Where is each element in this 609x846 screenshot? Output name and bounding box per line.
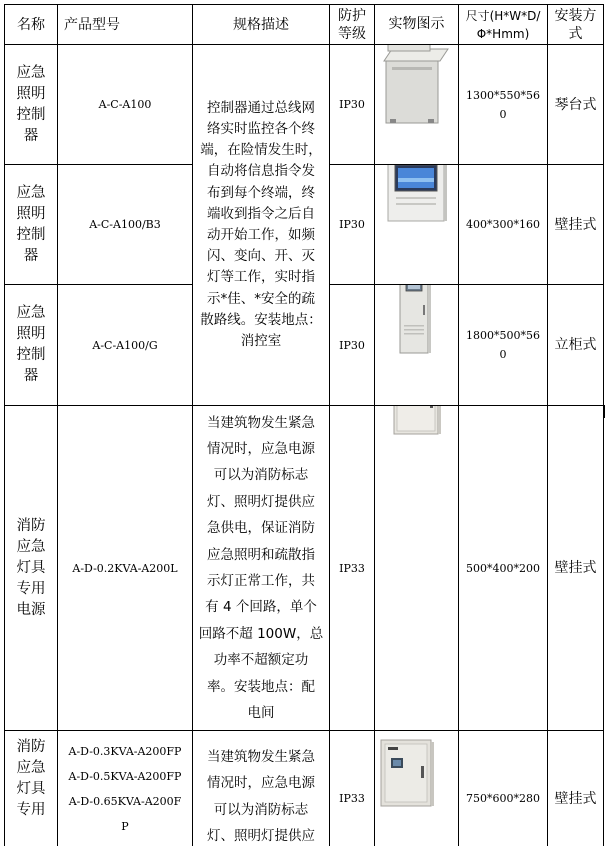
table-header-row bbox=[5, 5, 604, 45]
product-model-cell: A-C-A100 bbox=[58, 45, 193, 165]
name-line: 专用 bbox=[16, 580, 46, 597]
description-line: 自动将信息指令发 bbox=[207, 163, 315, 180]
description-line: 络实时监控各个终 bbox=[207, 120, 315, 137]
description-line: 情况时，应急电源 bbox=[207, 775, 315, 792]
dimension-line: 500*400*200 bbox=[466, 561, 540, 575]
description-line: 电间 bbox=[247, 705, 275, 722]
header-name: 名称 bbox=[5, 5, 58, 45]
ip-rating-cell: IP30 bbox=[330, 45, 375, 165]
description-line: 布到每个终端，终 bbox=[207, 184, 315, 201]
header-ip-line1: 防护 bbox=[338, 7, 366, 24]
power-box-large-icon bbox=[379, 738, 435, 808]
product-name-cell bbox=[5, 165, 58, 285]
name-line: 控制 bbox=[16, 347, 46, 363]
name-line: 应急 bbox=[16, 305, 46, 321]
mount-type-cell: 琴台式 bbox=[548, 45, 604, 165]
header-ip bbox=[330, 5, 375, 45]
product-photo-cell bbox=[375, 285, 459, 406]
name-line: 消防 bbox=[16, 517, 46, 534]
dimension-line: 750*600*280 bbox=[466, 792, 540, 805]
ip-rating-cell: IP30 bbox=[330, 165, 375, 285]
product-name-cell bbox=[5, 45, 58, 165]
description-line: 灯、照明灯提供应 bbox=[207, 827, 315, 844]
product-name-cell bbox=[5, 731, 58, 846]
mount-type-cell: 壁挂式 bbox=[548, 406, 604, 731]
description-line: 动开始工作，如频 bbox=[207, 227, 315, 243]
ip-rating-cell: IP30 bbox=[330, 285, 375, 406]
controller-description bbox=[193, 98, 329, 352]
name-line: 器 bbox=[23, 368, 39, 384]
product-name-cell bbox=[5, 285, 58, 406]
dimension-line: 1300*550*56 bbox=[466, 88, 540, 102]
name-line: 照明 bbox=[16, 85, 46, 102]
edge-marker bbox=[603, 405, 605, 418]
name-line: 照明 bbox=[16, 326, 46, 342]
description-line: 消控室 bbox=[240, 333, 282, 350]
header-size bbox=[459, 5, 548, 45]
dimension-line: 0 bbox=[499, 348, 507, 361]
product-model-cell bbox=[58, 731, 193, 846]
ip-rating-cell: IP33 bbox=[330, 731, 375, 846]
description-line: 有 4 个回路，单个 bbox=[205, 599, 317, 616]
description-line: 示灯正常工作，共 bbox=[207, 573, 315, 589]
name-line: 灯具 bbox=[16, 559, 46, 576]
mount-type-cell: 壁挂式 bbox=[548, 165, 604, 285]
dimension-cell bbox=[459, 285, 548, 406]
product-model-cell: A-C-A100/B3 bbox=[58, 165, 193, 285]
dimension-line: 400*300*160 bbox=[466, 218, 540, 231]
product-model-cell: A-C-A100/G bbox=[58, 285, 193, 406]
table-row bbox=[5, 731, 604, 846]
dimension-cell bbox=[459, 731, 548, 846]
model-line: P bbox=[121, 820, 129, 833]
product-spec-table bbox=[4, 4, 604, 846]
description-line: 可以为消防标志 bbox=[213, 467, 309, 484]
header-mount-line2: 式 bbox=[568, 25, 583, 42]
name-line: 照明 bbox=[16, 205, 46, 222]
name-line: 灯具 bbox=[16, 781, 46, 797]
description-line: 灯、照明灯提供应 bbox=[207, 493, 315, 510]
cabinet-controller-icon bbox=[398, 285, 432, 356]
description-line: 灯等工作，实时指 bbox=[207, 269, 315, 286]
header-ip-line2: 等级 bbox=[338, 25, 366, 42]
table-row bbox=[5, 406, 604, 731]
model-line: A-D-0.65KVA-A200F bbox=[68, 795, 182, 808]
dimension-line: 1800*500*56 bbox=[466, 329, 540, 342]
name-line: 应急 bbox=[16, 184, 46, 201]
product-photo-cell bbox=[375, 165, 459, 285]
description-line: 功率不超额定功 bbox=[213, 652, 309, 669]
header-model: 产品型号 bbox=[58, 5, 193, 45]
dimension-cell bbox=[459, 45, 548, 165]
model-line: A-D-0.3KVA-A200FP bbox=[68, 745, 182, 758]
power-description-cell bbox=[193, 406, 330, 731]
header-mount-line1: 安装方 bbox=[554, 7, 597, 24]
description-line: 闪、变向、开、灭 bbox=[207, 248, 315, 265]
header-photo-label: 实物图示 bbox=[388, 16, 445, 31]
name-line: 专用 bbox=[16, 802, 46, 818]
ip-rating-cell: IP33 bbox=[330, 406, 375, 731]
description-line: 情况时，应急电源 bbox=[207, 440, 315, 457]
product-model-cell: A-D-0.2KVA-A200L bbox=[58, 406, 193, 731]
product-photo-cell bbox=[375, 406, 459, 731]
name-line: 电源 bbox=[16, 601, 46, 618]
product-photo-cell bbox=[375, 731, 459, 846]
header-size-line1: 尺寸(H*W*D/ bbox=[465, 8, 541, 23]
description-line: 当建筑物发生紧急 bbox=[207, 748, 315, 765]
name-line: 器 bbox=[23, 247, 39, 264]
power-description bbox=[193, 410, 329, 727]
wall-controller-icon bbox=[386, 165, 448, 226]
description-line: 应急照明和疏散指 bbox=[207, 546, 315, 563]
mount-type-cell: 壁挂式 bbox=[548, 731, 604, 846]
product-name-cell bbox=[5, 406, 58, 731]
console-controller-icon bbox=[382, 45, 452, 128]
dimension-line: 0 bbox=[499, 107, 507, 121]
description-line: 端，在险情发生时， bbox=[200, 142, 322, 159]
model-line: A-D-0.5KVA-A200FP bbox=[68, 770, 182, 783]
description-line: 当建筑物发生紧急 bbox=[207, 414, 315, 431]
description-line: 率。安装地点：配 bbox=[207, 678, 315, 695]
dimension-cell bbox=[459, 406, 548, 731]
power-description bbox=[193, 744, 329, 846]
header-size-line2: Φ*Hmm) bbox=[476, 26, 530, 41]
mount-type-cell: 立柜式 bbox=[548, 285, 604, 406]
dimension-cell bbox=[459, 165, 548, 285]
product-photo-cell bbox=[375, 45, 459, 165]
description-line: 端收到指令之后自 bbox=[207, 205, 315, 222]
header-mount bbox=[548, 5, 604, 45]
description-line: 示*佳、*安全的疏 bbox=[207, 290, 315, 307]
description-line: 回路不超 100W，总 bbox=[198, 625, 324, 642]
header-photo bbox=[375, 5, 459, 45]
power-description-cell bbox=[193, 731, 330, 846]
controller-description-cell bbox=[193, 45, 330, 406]
power-box-icon bbox=[392, 406, 442, 439]
name-line: 应急 bbox=[16, 538, 46, 555]
description-line: 控制器通过总线网 bbox=[207, 99, 315, 116]
name-line: 器 bbox=[23, 127, 39, 144]
name-line: 控制 bbox=[16, 226, 46, 243]
description-line: 散路线。安装地点： bbox=[200, 311, 322, 328]
header-spec: 规格描述 bbox=[193, 5, 330, 45]
name-line: 应急 bbox=[16, 760, 46, 776]
description-line: 可以为消防标志 bbox=[213, 801, 309, 818]
name-line: 消防 bbox=[16, 739, 46, 755]
description-line: 急供电，保证消防 bbox=[207, 520, 315, 537]
name-line: 控制 bbox=[16, 106, 46, 123]
name-line: 应急 bbox=[16, 64, 46, 81]
table-row bbox=[5, 45, 604, 165]
